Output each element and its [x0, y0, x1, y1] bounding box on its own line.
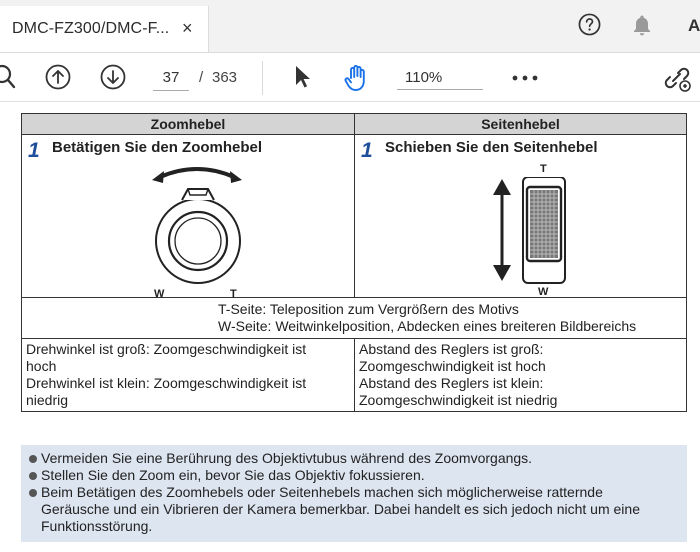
zoom-lever-illustration [150, 163, 244, 293]
lever-table [21, 113, 687, 412]
bullet-dot-icon [29, 472, 37, 480]
bullet-dot-icon [29, 455, 37, 463]
search-icon[interactable] [0, 63, 20, 91]
tele-label: T [540, 163, 547, 175]
description-line: Abstand des Reglers ist groß: [359, 341, 544, 357]
description-line: Abstand des Reglers ist klein: [359, 375, 544, 391]
step-text: Schieben Sie den Seitenhebel [385, 139, 598, 156]
toolbar-divider [262, 61, 263, 95]
total-pages: 363 [212, 69, 238, 86]
bullet-dot-icon [29, 489, 37, 497]
zoom-lever-description [22, 339, 355, 412]
tab-title: DMC-FZ300/DMC-F... [12, 20, 170, 37]
pdf-page [0, 102, 700, 552]
wide-note: W-Seite: Weitwinkelposition, Abdecken eines breiteren Bildbereichs [218, 318, 637, 334]
zoom-level-input[interactable]: 110% [397, 66, 483, 90]
next-page-icon[interactable] [100, 64, 126, 90]
step-text: Betätigen Sie den Zoomhebel [52, 139, 263, 156]
hand-tool-icon[interactable] [342, 63, 372, 93]
step-number: 1 [28, 139, 40, 162]
info-text: Geräusche und ein Vibrieren der Kamera bemerkbar. Dabei handelt es sich jedoch nicht um eine [41, 501, 640, 517]
position-notes [22, 298, 687, 339]
tab-bar [0, 0, 700, 53]
more-options-icon[interactable] [512, 74, 538, 82]
previous-page-icon[interactable] [45, 64, 71, 90]
tele-label: T [230, 288, 237, 300]
info-text: Stellen Sie den Zoom ein, bevor Sie das Objektiv fokussieren. [41, 467, 425, 483]
document-tab[interactable] [0, 6, 209, 52]
description-line: Zoomgeschwindigkeit ist hoch [359, 358, 546, 374]
info-text: Beim Betätigen des Zoomhebels oder Seitenhebels machen sich möglicherweise ratternde [41, 484, 603, 500]
wide-label: W [154, 288, 165, 300]
link-share-icon[interactable] [662, 64, 692, 92]
user-avatar[interactable]: A [688, 16, 700, 35]
page-separator: / [199, 69, 204, 86]
info-text: Vermeiden Sie eine Berührung des Objektivtubus während des Zoomvorgangs. [41, 450, 533, 466]
notifications-bell-icon[interactable] [630, 13, 654, 37]
wide-label: W [538, 286, 549, 298]
info-text: Funktionsstörung. [41, 518, 153, 534]
close-tab-icon[interactable]: × [182, 18, 193, 38]
side-lever-step [355, 135, 687, 298]
description-line: Zoomgeschwindigkeit ist niedrig [359, 392, 558, 408]
toolbar [0, 53, 700, 102]
column-header-zoom-lever: Zoomhebel [22, 114, 355, 135]
zoom-lever-step [22, 135, 355, 298]
side-lever-description [355, 339, 687, 412]
help-icon[interactable] [578, 13, 601, 36]
description-line: niedrig [26, 392, 69, 408]
step-number: 1 [361, 139, 373, 162]
tele-note: T-Seite: Teleposition zum Vergrößern des Motivs [218, 301, 519, 317]
description-line: Drehwinkel ist groß: Zoomgeschwindigkeit ist [26, 341, 307, 357]
info-box [21, 445, 687, 542]
select-cursor-icon[interactable] [294, 65, 312, 89]
column-header-side-lever: Seitenhebel [355, 114, 687, 135]
side-lever-illustration [489, 177, 569, 285]
page-number-input[interactable]: 37 [153, 66, 189, 91]
description-line: hoch [26, 358, 57, 374]
description-line: Drehwinkel ist klein: Zoomgeschwindigkeit ist [26, 375, 307, 391]
